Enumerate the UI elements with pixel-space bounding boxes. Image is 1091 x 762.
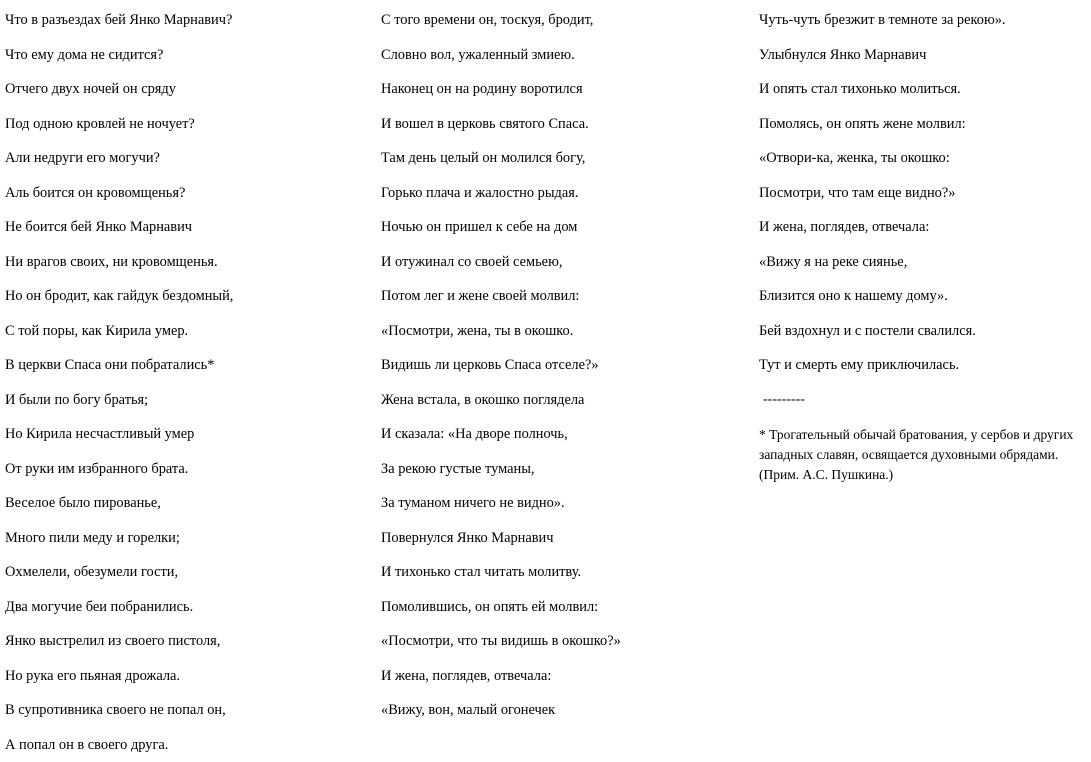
poem-line: Там день целый он молился богу,	[381, 141, 741, 176]
poem-line: Что в разъездах бей Янко Марнавич?	[5, 3, 365, 38]
poem-line: «Отвори-ка, женка, ты окошко:	[759, 141, 1091, 176]
poem-line: Много пили меду и горелки;	[5, 521, 365, 556]
poem-line: В церкви Спаса они побратались*	[5, 348, 365, 383]
poem-line: «Посмотри, что ты видишь в окошко?»	[381, 624, 741, 659]
poem-line: И были по богу братья;	[5, 383, 365, 418]
poem-line: Словно вол, ужаленный змиею.	[381, 38, 741, 73]
poem-line: «Вижу я на реке сиянье,	[759, 245, 1091, 280]
poem-line: И тихонько стал читать молитву.	[381, 555, 741, 590]
poem-line: Али недруги его могучи?	[5, 141, 365, 176]
poem-line: Аль боится он кровомщенья?	[5, 176, 365, 211]
poem-line: «Посмотри, жена, ты в окошко.	[381, 314, 741, 349]
poem-line: Не боится бей Янко Марнавич	[5, 210, 365, 245]
poem-line: Тут и смерть ему приключилась.	[759, 348, 1091, 383]
poem-line: Чуть-чуть брезжит в темноте за рекою».	[759, 3, 1091, 38]
poem-line: В супротивника своего не попал он,	[5, 693, 365, 728]
poem-line: Янко выстрелил из своего пистоля,	[5, 624, 365, 659]
poem-line: Бей вздохнул и с постели свалился.	[759, 314, 1091, 349]
poem-line: Что ему дома не сидится?	[5, 38, 365, 73]
poem-line: За туманом ничего не видно».	[381, 486, 741, 521]
poem-line: Два могучие беи побранились.	[5, 590, 365, 625]
poem-line: Повернулся Янко Марнавич	[381, 521, 741, 556]
poem-line: Потом лег и жене своей молвил:	[381, 279, 741, 314]
poem-column-3	[759, 3, 1091, 485]
poem-column-2	[381, 3, 741, 728]
poem-line: Близится оно к нашему дому».	[759, 279, 1091, 314]
poem-line: Но Кирила несчастливый умер	[5, 417, 365, 452]
poem-line: Отчего двух ночей он сряду	[5, 72, 365, 107]
poem-line: Под одною кровлей не ночует?	[5, 107, 365, 142]
poem-line: С той поры, как Кирила умер.	[5, 314, 365, 349]
poem-line: И опять стал тихонько молиться.	[759, 72, 1091, 107]
poem-line: Ночью он пришел к себе на дом	[381, 210, 741, 245]
poem-line: Охмелели, обезумели гости,	[5, 555, 365, 590]
poem-line: И сказала: «На дворе полночь,	[381, 417, 741, 452]
footnote-text: * Трогательный обычай братования, у сербов и других западных славян, освящается духовными обрядами. (Прим. А.С. Пушкина.)	[759, 425, 1091, 485]
poem-line: И жена, поглядев, отвечала:	[381, 659, 741, 694]
poem-line: Веселое было пированье,	[5, 486, 365, 521]
poem-line: Жена встала, в окошко поглядела	[381, 383, 741, 418]
poem-line: И жена, поглядев, отвечала:	[759, 210, 1091, 245]
poem-line: Посмотри, что там еще видно?»	[759, 176, 1091, 211]
poem-line: Помолясь, он опять жене молвил:	[759, 107, 1091, 142]
poem-line: Но рука его пьяная дрожала.	[5, 659, 365, 694]
poem-line: «Вижу, вон, малый огонечек	[381, 693, 741, 728]
poem-column-1	[5, 3, 365, 762]
poem-line: Но он бродит, как гайдук бездомный,	[5, 279, 365, 314]
poem-line: Ни врагов своих, ни кровомщенья.	[5, 245, 365, 280]
footnote-divider: ---------	[759, 383, 1091, 418]
poem-line: За рекою густые туманы,	[381, 452, 741, 487]
poem-line: Видишь ли церковь Спаса отселе?»	[381, 348, 741, 383]
poem-column-3-lines	[759, 3, 1091, 383]
poem-line: Помолившись, он опять ей молвил:	[381, 590, 741, 625]
poem-line: Наконец он на родину воротился	[381, 72, 741, 107]
poem-line: Улыбнулся Янко Марнавич	[759, 38, 1091, 73]
poem-line: И вошел в церковь святого Спаса.	[381, 107, 741, 142]
poem-line: А попал он в своего друга.	[5, 728, 365, 762]
poem-line: И отужинал со своей семьею,	[381, 245, 741, 280]
poem-line: Горько плача и жалостно рыдая.	[381, 176, 741, 211]
poem-line: С того времени он, тоскуя, бродит,	[381, 3, 741, 38]
poem-line: От руки им избранного брата.	[5, 452, 365, 487]
